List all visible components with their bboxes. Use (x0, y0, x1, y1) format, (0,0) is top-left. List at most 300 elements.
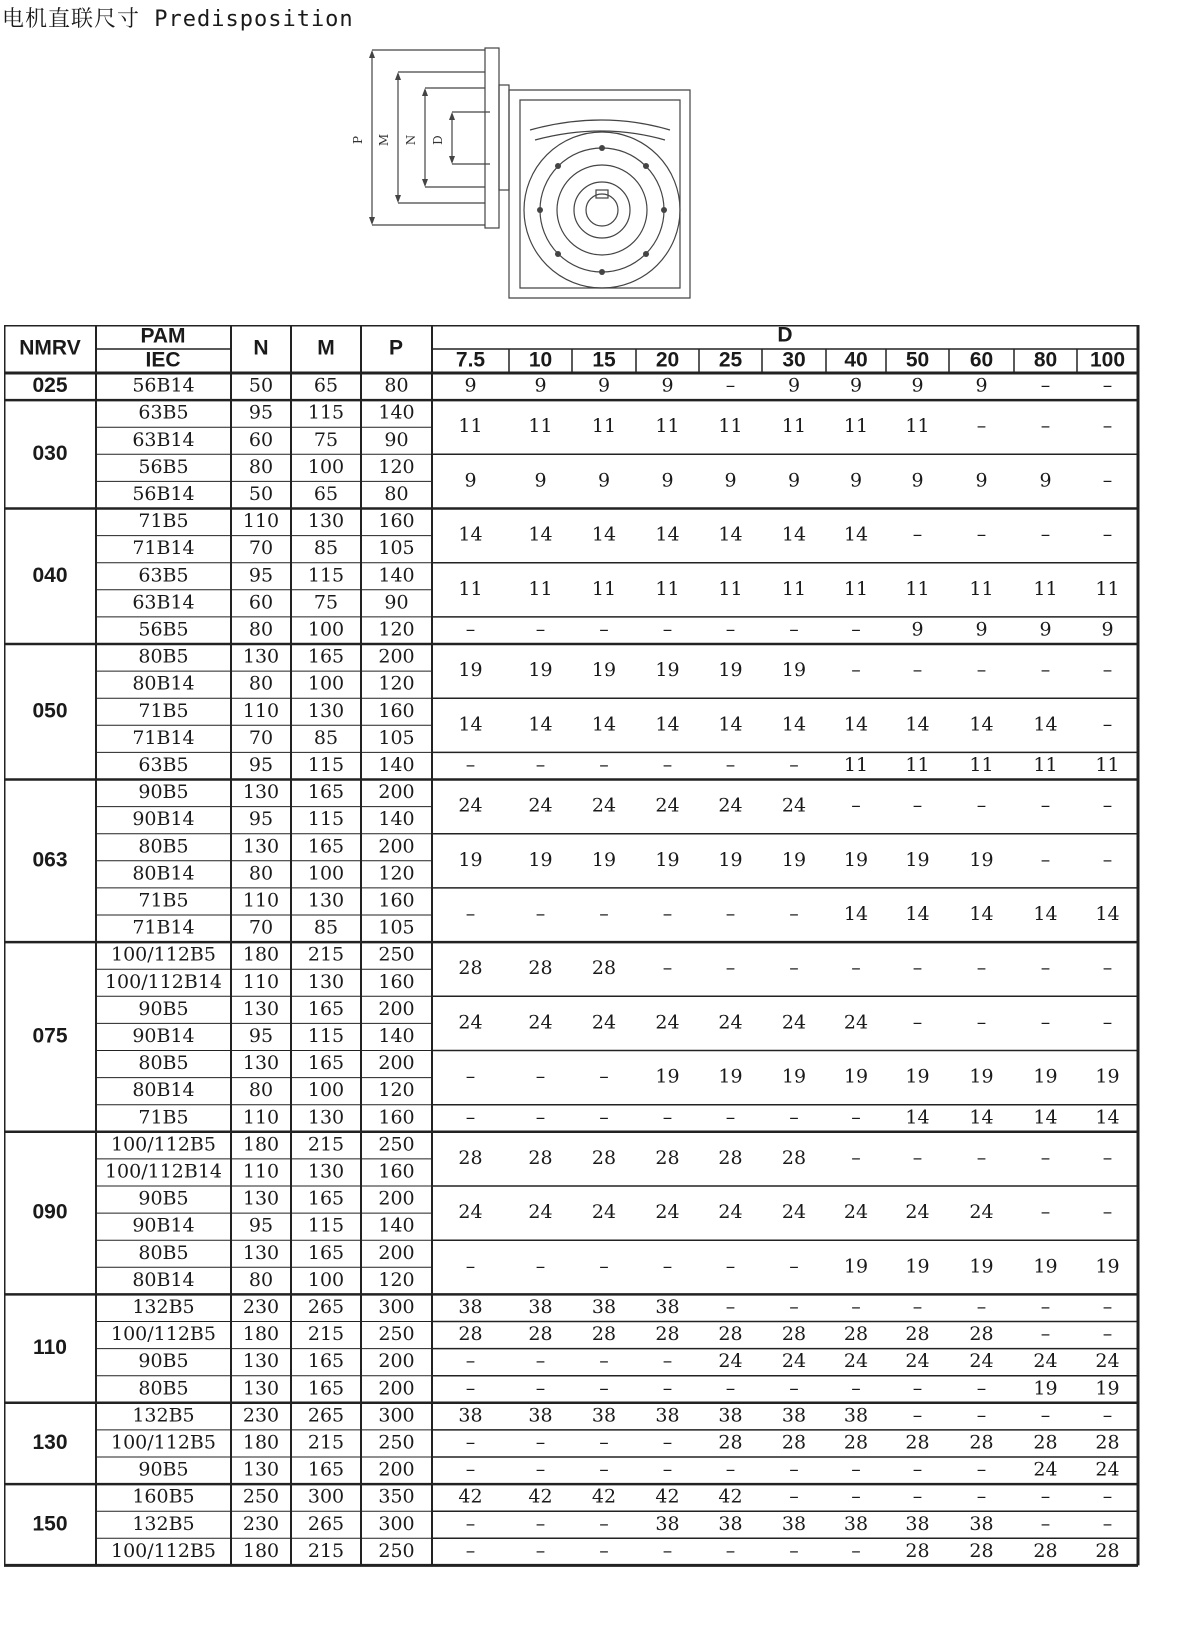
d-value: – (599, 1255, 609, 1278)
d-value: 24 (905, 1350, 930, 1373)
d-value: – (1102, 1011, 1113, 1034)
d-value: 11 (1033, 753, 1058, 776)
d-value: 42 (458, 1485, 483, 1508)
d-value: – (976, 957, 987, 980)
table-cell: 65 (313, 374, 339, 397)
d-value: – (662, 1539, 673, 1562)
d-value: 28 (718, 1146, 743, 1169)
d-value: – (465, 1350, 476, 1373)
d-value: – (1040, 1146, 1051, 1169)
d-value: 19 (1033, 1065, 1058, 1088)
table-cell: 80B5 (138, 1052, 189, 1075)
d-value: 28 (1033, 1431, 1058, 1454)
d-value: – (912, 1295, 923, 1318)
d-value: 24 (528, 794, 553, 817)
table-cell: 85 (313, 726, 339, 749)
table-cell: 100 (307, 862, 345, 885)
d-value: – (789, 1458, 799, 1481)
table-cell: 90B5 (138, 1187, 189, 1210)
table-cell: 100 (307, 455, 345, 478)
table-cell: 265 (307, 1512, 345, 1535)
d-value: – (662, 903, 673, 925)
d-value: – (535, 1458, 546, 1481)
d-value: 11 (458, 415, 483, 438)
d-value: – (1040, 1323, 1051, 1346)
table-cell: 80B14 (132, 862, 195, 885)
header-ratio: 25 (718, 348, 743, 372)
table-cell: 56B14 (132, 482, 195, 505)
d-value: 14 (718, 713, 743, 736)
table-cell: 200 (378, 1052, 415, 1075)
d-value: – (976, 1458, 987, 1481)
d-value: – (789, 1485, 799, 1508)
d-value: – (789, 1295, 799, 1318)
table-cell: 160 (378, 970, 415, 993)
d-value: 19 (718, 848, 743, 871)
table-cell: 132B5 (132, 1295, 195, 1318)
d-value: – (976, 1295, 987, 1318)
table-cell: 80 (248, 1268, 274, 1291)
table-cell: 90 (384, 591, 409, 614)
d-value: 28 (718, 1323, 743, 1346)
d-value: 28 (458, 957, 483, 980)
d-value: 14 (969, 713, 994, 736)
table-cell: 110 (242, 510, 280, 533)
d-value: 38 (458, 1295, 483, 1318)
table-cell: 130 (307, 889, 345, 912)
d-value: – (599, 1065, 609, 1088)
d-value: 14 (718, 523, 743, 546)
d-value: 24 (655, 1201, 680, 1224)
table-cell: 110 (242, 970, 280, 993)
table-cell: 200 (378, 835, 415, 858)
d-value: 38 (655, 1295, 680, 1318)
d-value: 38 (655, 1404, 680, 1427)
d-value: – (1040, 848, 1051, 871)
table-cell: 250 (378, 943, 415, 966)
d-value: – (912, 957, 923, 980)
d-value: 9 (911, 618, 924, 641)
d-value: – (976, 1146, 987, 1169)
d-value: – (599, 1431, 609, 1454)
d-value: – (535, 618, 546, 641)
d-value: 28 (528, 957, 553, 980)
nmrv-size: 063 (32, 848, 68, 872)
d-value: 11 (905, 415, 930, 438)
table-cell: 165 (307, 835, 345, 858)
d-value: – (535, 1539, 546, 1562)
table-cell: 80 (384, 374, 409, 397)
d-value: – (725, 957, 736, 980)
d-value: – (1102, 523, 1113, 546)
d-value: – (851, 1539, 861, 1562)
d-value: – (976, 523, 987, 546)
table-cell: 80B14 (132, 1268, 195, 1291)
d-value: 19 (528, 659, 553, 682)
d-value: – (789, 1539, 799, 1562)
table-cell: 140 (378, 1024, 415, 1047)
d-value: – (599, 1377, 609, 1400)
d-value: 24 (1095, 1350, 1120, 1373)
nmrv-size: 030 (32, 441, 68, 465)
table-cell: 200 (378, 645, 415, 668)
table-cell: 105 (378, 537, 415, 560)
table-cell: 120 (378, 618, 415, 641)
table-cell: 180 (242, 943, 280, 966)
d-value: 14 (655, 713, 680, 736)
table-cell: 160 (378, 1160, 415, 1183)
table-cell: 165 (307, 1458, 345, 1481)
table-cell: 132B5 (132, 1404, 195, 1427)
d-value: 28 (528, 1323, 553, 1346)
d-value: – (535, 753, 546, 776)
table-cell: 100/112B5 (111, 1323, 216, 1346)
table-cell: 160 (378, 889, 415, 912)
table-cell: 230 (242, 1404, 280, 1427)
d-value: – (912, 1377, 923, 1400)
d-value: – (976, 659, 987, 682)
table-cell: 110 (242, 1160, 280, 1183)
d-value: – (1040, 415, 1051, 438)
table-cell: 71B5 (138, 889, 189, 912)
d-value: 9 (975, 374, 988, 397)
d-value: 11 (655, 415, 680, 438)
d-value: 24 (718, 1201, 743, 1224)
table-cell: 200 (378, 1241, 415, 1264)
table-cell: 120 (378, 455, 415, 478)
d-value: 9 (534, 469, 547, 492)
table-cell: 130 (242, 1458, 280, 1481)
table-cell: 80 (248, 1079, 274, 1102)
d-value: 11 (718, 415, 743, 438)
d-value: 11 (1033, 577, 1058, 600)
d-value: 19 (591, 659, 617, 682)
table-cell: 130 (242, 1350, 280, 1373)
d-value: – (851, 957, 861, 980)
d-value: 14 (1033, 1106, 1058, 1129)
d-value: 28 (591, 957, 617, 980)
table-cell: 90B14 (132, 1024, 195, 1047)
table-cell: 80 (248, 862, 274, 885)
d-value: 38 (458, 1404, 483, 1427)
d-value: 28 (843, 1323, 869, 1346)
d-value: – (465, 753, 476, 776)
header-ratio: 80 (1033, 348, 1058, 372)
d-value: 11 (843, 753, 869, 776)
header-ratio: 100 (1089, 348, 1126, 372)
header-ratio: 50 (905, 348, 930, 372)
d-value: – (1040, 659, 1051, 682)
d-value: 38 (969, 1512, 994, 1535)
d-value: 24 (969, 1350, 994, 1373)
d-value: – (1040, 957, 1051, 980)
d-value: – (662, 618, 673, 641)
d-value: – (599, 1350, 609, 1373)
d-value: 42 (591, 1485, 617, 1508)
d-value: 11 (528, 415, 553, 438)
d-value: – (535, 1377, 546, 1400)
table-cell: 56B5 (138, 455, 189, 478)
d-value: – (725, 618, 736, 641)
header-ratio: 30 (782, 348, 806, 372)
d-value: 14 (843, 903, 869, 925)
d-value: – (912, 1146, 923, 1169)
table-cell: 300 (378, 1404, 415, 1427)
d-value: – (599, 753, 609, 776)
d-value: – (1040, 1485, 1051, 1508)
d-value: 24 (655, 794, 680, 817)
d-value: – (851, 794, 861, 817)
table-cell: 80 (248, 618, 274, 641)
d-value: – (1040, 1201, 1051, 1224)
d-value: 42 (655, 1485, 680, 1508)
d-value: – (851, 1485, 861, 1508)
d-value: – (535, 1065, 546, 1088)
d-value: – (1102, 1404, 1113, 1427)
d-value: 38 (528, 1295, 553, 1318)
d-value: 24 (528, 1011, 553, 1034)
d-value: 24 (591, 794, 617, 817)
table-cell: 70 (248, 726, 274, 749)
d-value: 28 (1095, 1431, 1120, 1454)
d-value: – (976, 1485, 987, 1508)
table-cell: 140 (378, 753, 415, 776)
table-cell: 63B14 (132, 428, 195, 451)
d-value: 24 (1095, 1458, 1120, 1481)
table-cell: 230 (242, 1295, 280, 1318)
table-cell: 71B14 (132, 537, 195, 560)
table-cell: 215 (307, 1133, 345, 1156)
d-value: – (465, 1431, 476, 1454)
table-cell: 165 (307, 997, 345, 1020)
d-value: 28 (781, 1431, 807, 1454)
table-cell: 200 (378, 1187, 415, 1210)
d-value: 9 (1039, 469, 1052, 492)
header-m: M (317, 336, 335, 360)
table-cell: 90B5 (138, 781, 189, 804)
d-value: – (535, 903, 546, 925)
nmrv-size: 130 (32, 1430, 68, 1454)
table-cell: 250 (242, 1485, 280, 1508)
d-value: 24 (843, 1201, 869, 1224)
nmrv-size: 090 (32, 1200, 68, 1224)
table-cell: 80B5 (138, 1377, 189, 1400)
d-value: – (535, 1106, 546, 1129)
d-value: 19 (905, 1255, 930, 1278)
table-cell: 165 (307, 645, 345, 668)
table-cell: 130 (307, 1106, 345, 1129)
d-value: – (1040, 1295, 1051, 1318)
d-value: 11 (969, 753, 994, 776)
header-ratio: 60 (969, 348, 994, 372)
table-cell: 265 (307, 1404, 345, 1427)
d-value: – (1102, 374, 1113, 397)
d-value: 14 (781, 523, 807, 546)
d-value: 9 (597, 469, 611, 492)
d-value: 28 (718, 1431, 743, 1454)
d-value: 19 (1033, 1377, 1058, 1400)
table-cell: 50 (248, 374, 274, 397)
d-value: 9 (597, 374, 611, 397)
d-value: – (912, 1404, 923, 1427)
d-value: 9 (911, 374, 924, 397)
dim-label-n: N (404, 134, 418, 146)
table-cell: 160 (378, 510, 415, 533)
d-value: 38 (781, 1404, 807, 1427)
d-value: – (599, 1458, 609, 1481)
d-value: 28 (969, 1431, 994, 1454)
d-value: – (976, 1011, 987, 1034)
table-cell: 165 (307, 1350, 345, 1373)
d-value: 24 (591, 1201, 617, 1224)
table-cell: 80 (384, 482, 409, 505)
d-value: 38 (591, 1295, 617, 1318)
d-value: 9 (975, 469, 988, 492)
d-value: 24 (969, 1201, 994, 1224)
d-value: – (912, 1458, 923, 1481)
table-cell: 115 (307, 753, 345, 776)
table-cell: 130 (242, 1241, 280, 1264)
d-value: – (725, 1539, 736, 1562)
d-value: – (851, 1106, 861, 1129)
d-value: 19 (1095, 1377, 1120, 1400)
d-value: – (976, 415, 987, 438)
table-cell: 90B5 (138, 1458, 189, 1481)
d-value: 28 (655, 1323, 680, 1346)
d-value: 9 (724, 469, 737, 492)
d-value: 38 (528, 1404, 553, 1427)
table-cell: 95 (248, 401, 274, 424)
table-cell: 165 (307, 1187, 345, 1210)
nmrv-size: 050 (32, 699, 68, 723)
dim-label-p: P (351, 135, 365, 145)
table-cell: 63B14 (132, 591, 195, 614)
table-cell: 60 (248, 591, 274, 614)
table-cell: 63B5 (138, 564, 189, 587)
table-cell: 85 (313, 916, 339, 939)
d-value: 11 (969, 577, 994, 600)
d-value: – (1102, 848, 1113, 871)
table-cell: 200 (378, 1458, 415, 1481)
d-value: – (851, 618, 861, 641)
d-value: – (1040, 1011, 1051, 1034)
d-value: – (725, 1458, 736, 1481)
d-value: 11 (528, 577, 553, 600)
d-value: 14 (1033, 903, 1058, 925)
table-cell: 160 (378, 1106, 415, 1129)
d-value: – (976, 1404, 987, 1427)
table-cell: 71B14 (132, 726, 195, 749)
d-value: 11 (905, 753, 930, 776)
d-value: – (662, 1458, 673, 1481)
nmrv-size: 025 (32, 374, 68, 398)
d-value: – (599, 618, 609, 641)
table-cell: 165 (307, 1241, 345, 1264)
d-value: 28 (591, 1323, 617, 1346)
d-value: 24 (843, 1011, 869, 1034)
d-value: – (789, 903, 799, 925)
d-value: 24 (458, 794, 483, 817)
d-value: – (1102, 1485, 1113, 1508)
table-cell: 100/112B5 (111, 943, 216, 966)
table-cell: 165 (307, 1052, 345, 1075)
d-value: – (535, 1431, 546, 1454)
d-value: – (662, 1431, 673, 1454)
d-value: – (725, 1106, 736, 1129)
table-cell: 130 (307, 1160, 345, 1183)
d-value: – (1102, 1512, 1113, 1535)
table-cell: 70 (248, 916, 274, 939)
d-value: – (465, 1458, 476, 1481)
table-cell: 200 (378, 997, 415, 1020)
table-cell: 115 (307, 564, 345, 587)
d-value: – (662, 753, 673, 776)
d-value: 14 (969, 1106, 994, 1129)
d-value: 9 (1101, 618, 1114, 641)
table-cell: 105 (378, 726, 415, 749)
d-value: 14 (528, 523, 553, 546)
d-value: 24 (781, 1011, 807, 1034)
d-value: – (662, 1255, 673, 1278)
d-value: 19 (655, 848, 680, 871)
d-value: – (851, 1146, 861, 1169)
gearbox-drawing (350, 40, 730, 315)
table-cell: 130 (242, 1377, 280, 1400)
d-value: – (465, 1255, 476, 1278)
d-value: 24 (655, 1011, 680, 1034)
d-value: 28 (969, 1323, 994, 1346)
d-value: 11 (591, 415, 617, 438)
d-value: 11 (655, 577, 680, 600)
table-cell: 130 (307, 970, 345, 993)
d-value: 19 (905, 848, 930, 871)
d-value: 24 (718, 794, 743, 817)
d-value: – (725, 1295, 736, 1318)
d-value: 24 (1033, 1458, 1058, 1481)
d-value: – (976, 794, 987, 817)
table-cell: 95 (248, 1024, 274, 1047)
table-cell: 130 (307, 699, 345, 722)
table-cell: 70 (248, 537, 274, 560)
d-value: 14 (655, 523, 680, 546)
d-value: – (912, 1485, 923, 1508)
d-value: – (465, 1377, 476, 1400)
d-value: 19 (655, 1065, 680, 1088)
d-value: 19 (718, 1065, 743, 1088)
d-value: 28 (905, 1323, 930, 1346)
header-p: P (388, 336, 404, 360)
d-value: 14 (905, 713, 930, 736)
d-value: 19 (843, 1065, 869, 1088)
table-cell: 56B14 (132, 374, 195, 397)
d-value: 28 (458, 1323, 483, 1346)
table-cell: 80 (248, 455, 274, 478)
d-value: 19 (591, 848, 617, 871)
d-value: 38 (655, 1512, 680, 1535)
table-cell: 75 (313, 428, 339, 451)
table-cell: 130 (242, 781, 280, 804)
d-value: – (1040, 794, 1051, 817)
d-value: 14 (458, 713, 483, 736)
table-cell: 100 (307, 1079, 345, 1102)
table-cell: 90B14 (132, 808, 195, 831)
d-value: 19 (1095, 1255, 1120, 1278)
d-value: 9 (464, 374, 477, 397)
d-value: – (535, 1512, 546, 1535)
d-value: 9 (534, 374, 547, 397)
table-cell: 200 (378, 1377, 415, 1400)
d-value: – (789, 618, 799, 641)
